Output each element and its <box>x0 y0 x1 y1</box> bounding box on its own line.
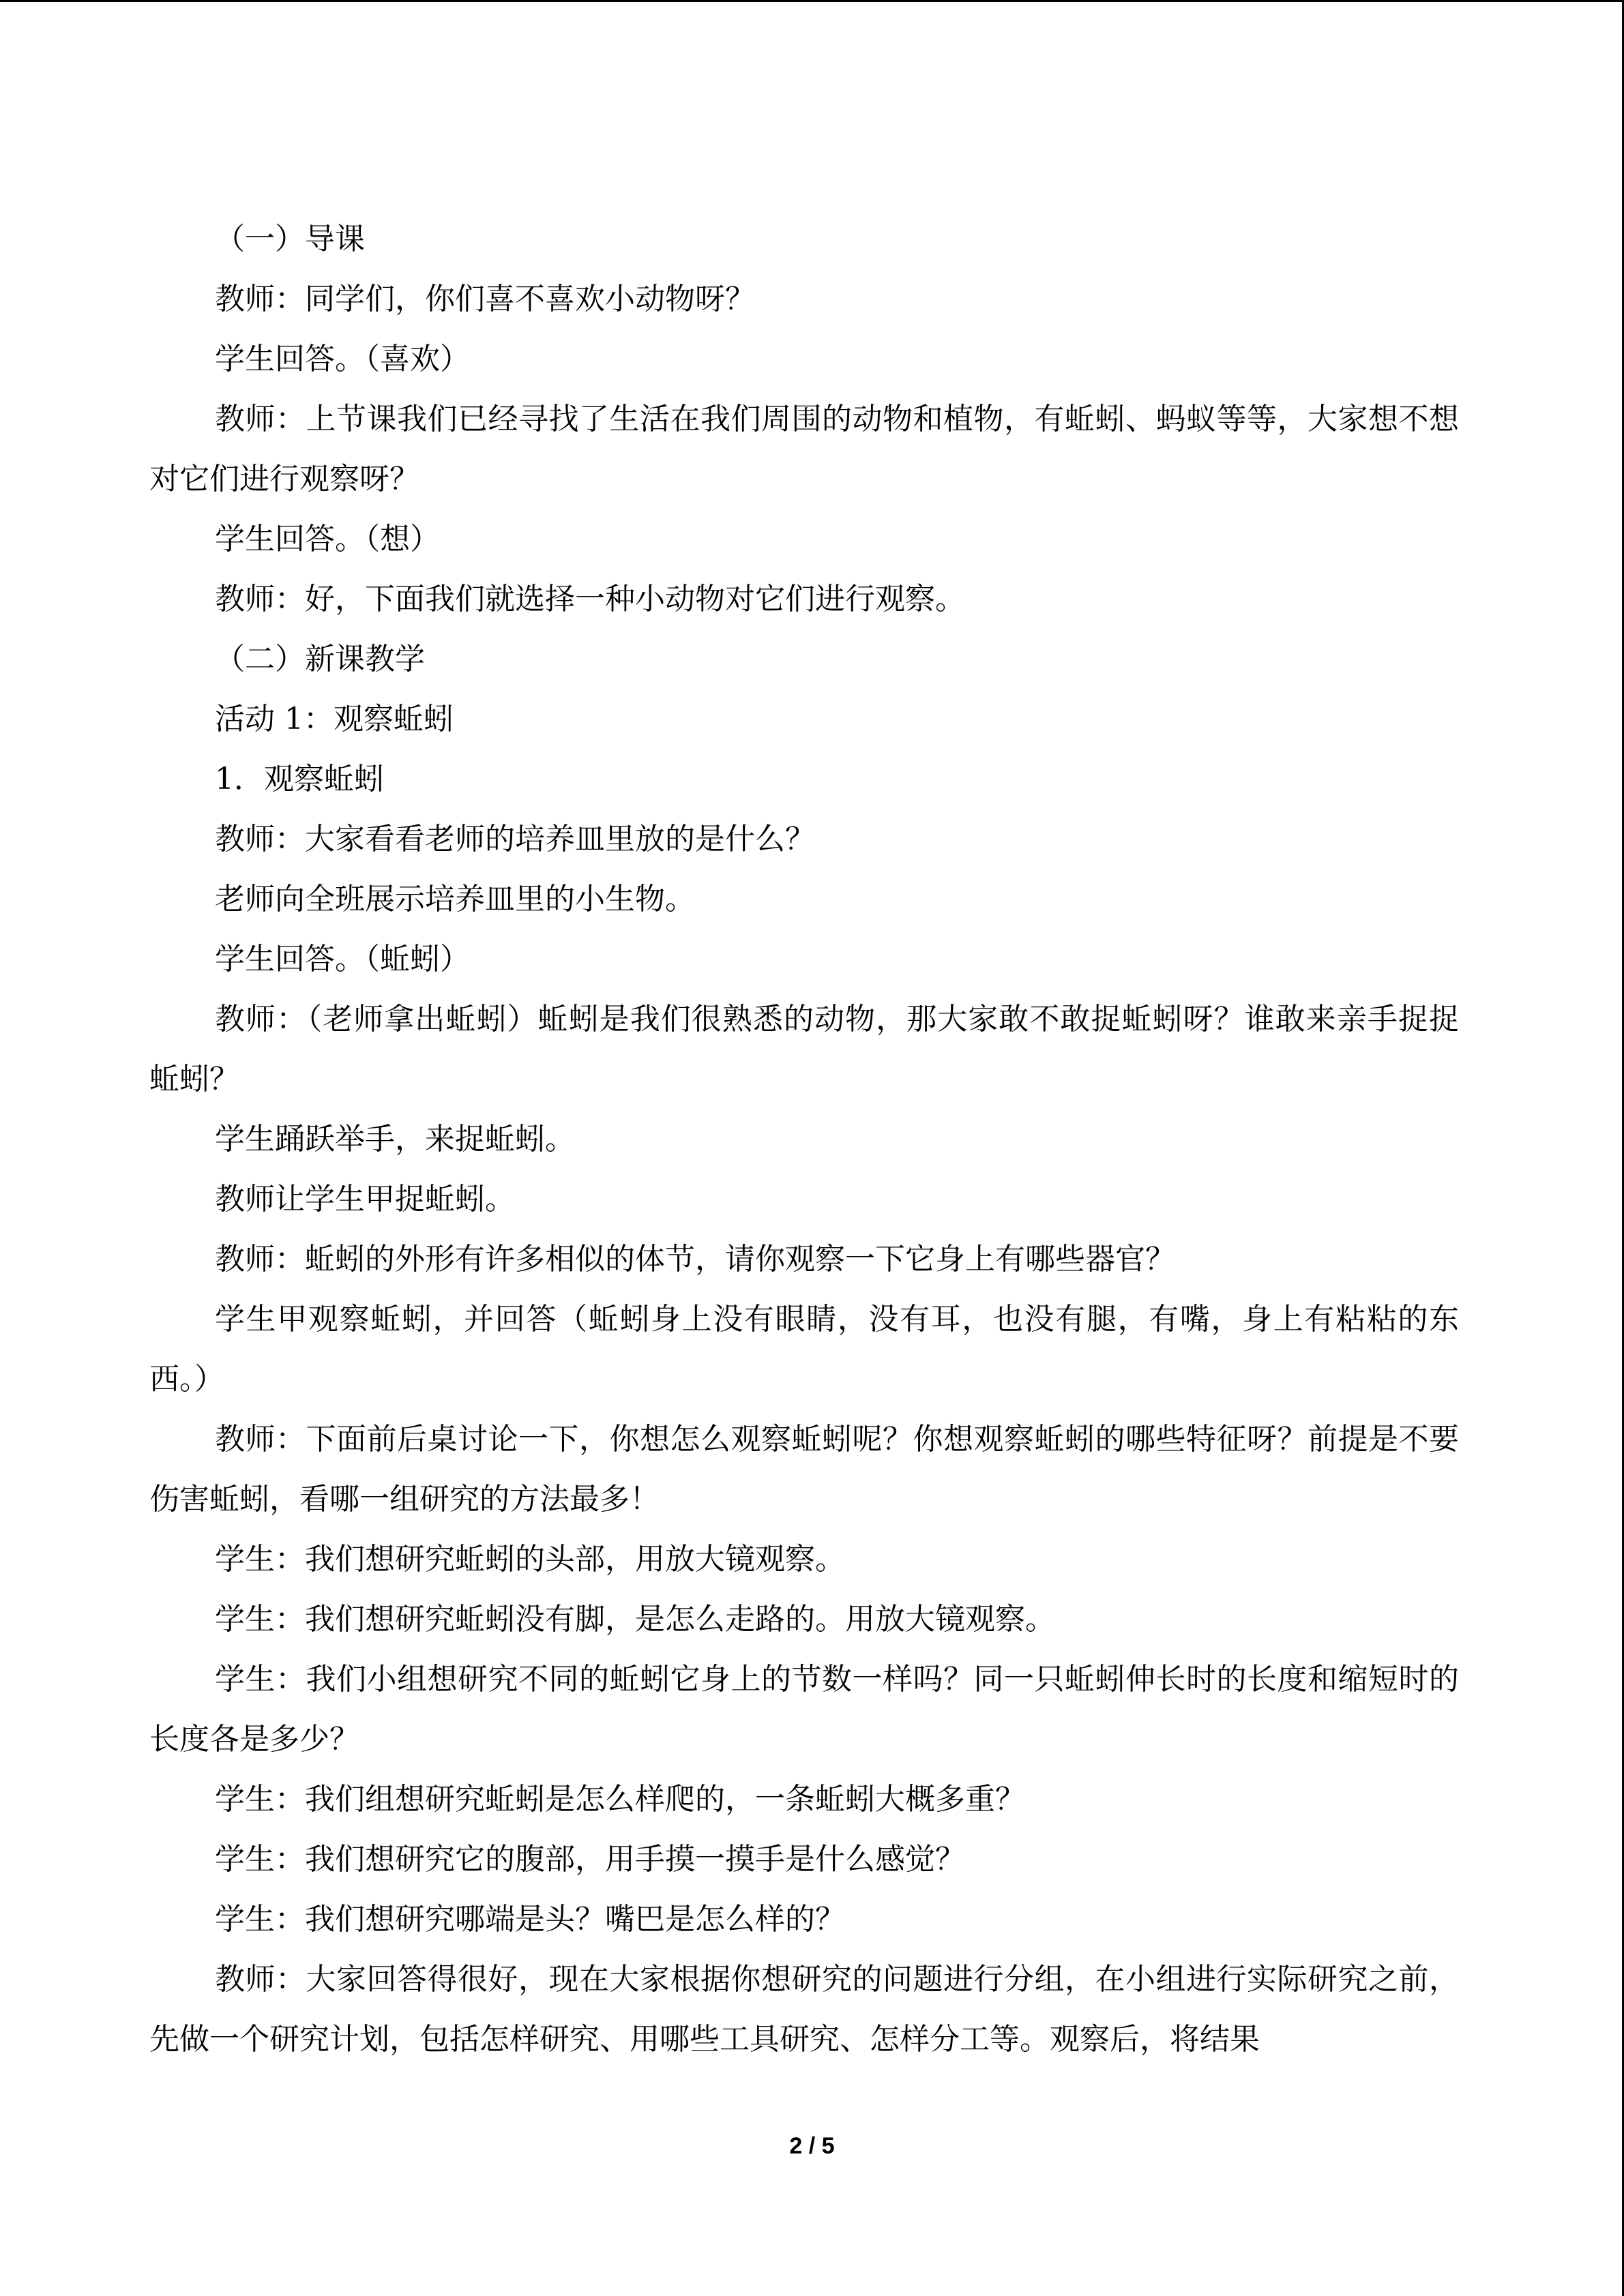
paragraph: 学生回答。（蚯蚓） <box>215 942 470 976</box>
paragraph: 学生：我们想研究蚯蚓没有脚，是怎么走路的。用放大镜观察。 <box>215 1602 1055 1637</box>
paragraph: 教师让学生甲捉蚯蚓。 <box>215 1182 515 1217</box>
paragraph: 学生踊跃举手，来捉蚯蚓。 <box>215 1122 575 1157</box>
paragraph: 教师：（老师拿出蚯蚓）蚯蚓是我们很熟悉的动物，那大家敢不敢捉蚯蚓呀？谁敢来亲手捉捉蚯蚓？ <box>149 1002 1459 1097</box>
paragraph: 学生回答。（喜欢） <box>215 342 470 376</box>
paragraph: 学生：我们小组想研究不同的蚯蚓它身上的节数一样吗？同一只蚯蚓伸长时的长度和缩短时的长度各是多少？ <box>149 1662 1459 1757</box>
paragraph: 学生回答。（想） <box>215 522 440 556</box>
paragraph: 教师：蚯蚓的外形有许多相似的体节，请你观察一下它身上有哪些器官？ <box>215 1242 1175 1277</box>
paragraph: 学生：我们想研究哪端是头？嘴巴是怎么样的？ <box>215 1902 845 1937</box>
paragraph: 教师：大家看看老师的培养皿里放的是什么？ <box>215 822 815 856</box>
paragraph: 学生甲观察蚯蚓，并回答（蚯蚓身上没有眼睛，没有耳，也没有腿，有嘴，身上有粘粘的东西。） <box>149 1302 1459 1397</box>
paragraph: 学生：我们想研究蚯蚓的头部，用放大镜观察。 <box>215 1542 845 1577</box>
activity-heading: 活动 1：观察蚯蚓 <box>215 702 454 736</box>
paragraph: 教师：下面前后桌讨论一下，你想怎么观察蚯蚓呢？你想观察蚯蚓的哪些特征呀？前提是不要伤害蚯蚓，看哪一组研究的方法最多！ <box>149 1422 1459 1517</box>
paragraph: 学生：我们组想研究蚯蚓是怎么样爬的，一条蚯蚓大概多重？ <box>215 1782 1025 1817</box>
section-heading-intro: （一）导课 <box>215 222 365 256</box>
paragraph: 教师：上节课我们已经寻找了生活在我们周围的动物和植物，有蚯蚓、蚂蚁等等，大家想不想对它们进行观察呀？ <box>149 402 1459 496</box>
subheading: 1．观察蚯蚓 <box>215 762 384 796</box>
paragraph: 教师：大家回答得很好，现在大家根据你想研究的问题进行分组，在小组进行实际研究之前，先做一个研究计划，包括怎样研究、用哪些工具研究、怎样分工等。观察后，将结果 <box>149 1962 1459 2057</box>
paragraph: 学生：我们想研究它的腹部，用手摸一摸手是什么感觉？ <box>215 1842 965 1877</box>
document-body <box>149 209 1459 2070</box>
page-number: 2 / 5 <box>789 2133 835 2159</box>
paragraph: 教师：好，下面我们就选择一种小动物对它们进行观察。 <box>215 582 965 616</box>
section-heading-new-lesson: （二）新课教学 <box>215 642 425 676</box>
paragraph: 教师：同学们，你们喜不喜欢小动物呀？ <box>215 282 755 316</box>
paragraph: 老师向全班展示培养皿里的小生物。 <box>215 882 695 916</box>
